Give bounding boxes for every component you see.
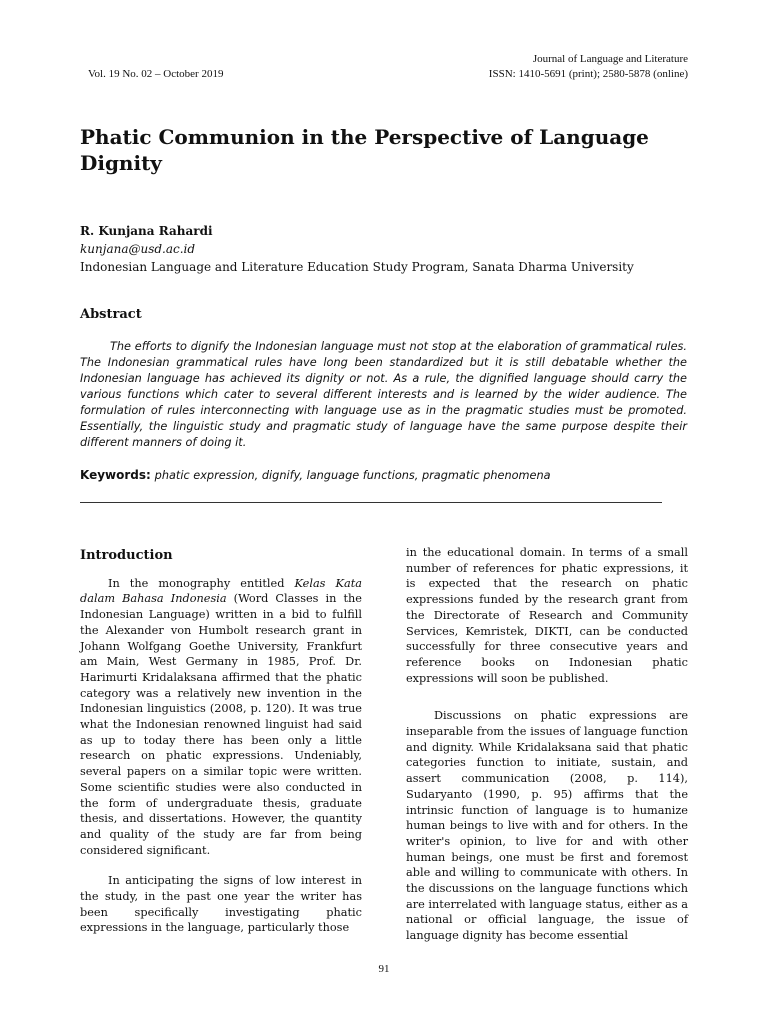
column-left	[80, 548, 362, 951]
intro-p1-rest: (Word Classes in the Indonesian Language) written in a bid to fulfill the Alexander von Humbolt research grant in Johann Wolfgang Goethe University, Frankfurt am Main, West Germany in 1985, Prof. Dr. Harimurti Kridalaksana affirmed that the phatic category was a relatively new invention in the Indonesian linguistics (2008, p. 120). It was true what the Indonesian renowned linguist had said as up to today there has been only a little research on phatic expressions. Undeniably, several papers on a similar topic were written. Some scientific studies were also conducted in the form of undergraduate thesis, graduate thesis, and dissertations. However, the quantity and quality of the study are far from being considered significant.	[80, 592, 362, 857]
author-email[interactable]: kunjana@usd.ac.id	[80, 242, 196, 256]
abstract-text: The efforts to dignify the Indonesian language must not stop at the elaboration of grammatical rules. The Indonesian grammatical rules have long been standardized but it is still debatable whether the Indonesian language has achieved its dignity or not. As a rule, the dignified language should carry the various functions which cater to several different interests and is learned by the wider audience. The formulation of rules interconnecting with language use as in the pragmatic studies must be promoted. Essentially, the linguistic study and pragmatic study of language have the same purpose despite their different manners of doing it.	[80, 340, 687, 449]
keywords-text: phatic expression, dignify, language functions, pragmatic phenomena	[154, 469, 551, 482]
section-divider	[80, 502, 662, 503]
journal-header	[489, 52, 688, 82]
abstract-heading: Abstract	[80, 307, 142, 322]
journal-name: Journal of Language and Literature	[532, 53, 688, 65]
author-affiliation: Indonesian Language and Literature Education Study Program, Sanata Dharma University	[80, 260, 634, 274]
column-right	[406, 545, 688, 959]
intro-paragraph-3: Discussions on phatic expressions are inseparable from the issues of language function and dignity. While Kridalaksana said that phatic categories function to initiate, sustain, and assert communication (2008, p. 114), Sudaryanto (1990, p. 95) affirms that the intrinsic function of language is to humanize human beings to live with and for others. In the writer's opinion, to live for and with other human beings, one must be first and foremost able and willing to communicate with others. In the discussions on the language functions which are interrelated with language status, either as a national or official language, the issue of language dignity has become essential	[406, 709, 688, 943]
journal-issn: ISSN: 1410-5691 (print); 2580-5878 (online)	[488, 68, 688, 80]
intro-paragraph-2-continued: in the educational domain. In terms of a small number of references for phatic expressions, it is expected that the research on phatic expressions funded by the research grant from the Directorate of Research and Community Services, Kemristek, DIKTI, can be conducted successfully for three consecutive years and reference books on Indonesian phatic expressions will soon be published.	[406, 546, 688, 685]
book-title: Kelas Kata dalam Bahasa Indonesia	[80, 576, 362, 606]
introduction-heading: Introduction	[80, 548, 173, 563]
author-block	[80, 222, 634, 276]
article-title: Phatic Communion in the Perspective of Language Dignity	[80, 125, 649, 175]
intro-p1-start: In the monography entitled	[108, 576, 295, 590]
intro-paragraph-2: In anticipating the signs of low interest in the study, in the past one year the writer has been specifically investigating phatic expressions in the language, particularly those	[80, 874, 362, 935]
volume-info: Vol. 19 No. 02 – October 2019	[88, 68, 224, 80]
intro-paragraph-1	[80, 576, 362, 859]
keywords-line	[80, 468, 687, 482]
author-name: R. Kunjana Rahardi	[80, 224, 213, 238]
page-number: 91	[378, 963, 390, 975]
keywords-label: Keywords:	[80, 468, 151, 482]
